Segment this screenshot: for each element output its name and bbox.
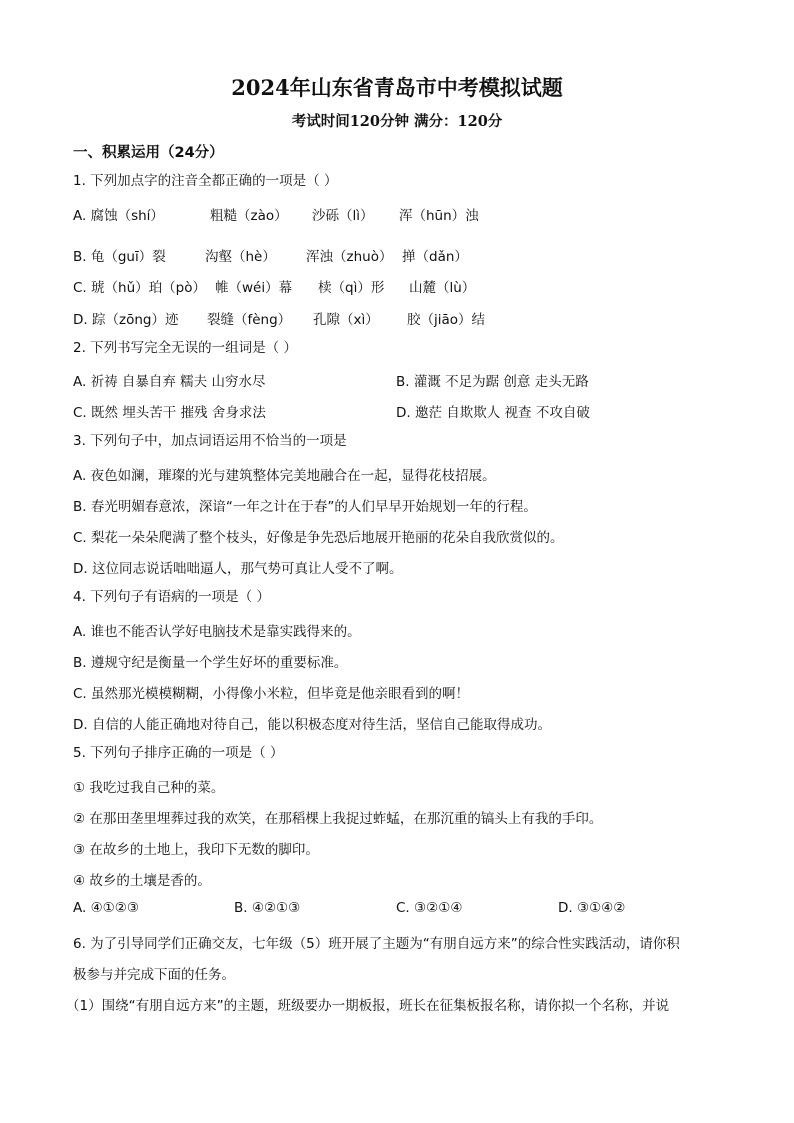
sentence-item: ④ 故乡的土壤是香的。 xyxy=(73,873,211,889)
option-item: 掸（dǎn） xyxy=(402,249,468,265)
option-item: 椟（qì）形 xyxy=(318,280,385,296)
option-item: 孔隙（xì） xyxy=(313,312,379,328)
question-5-option-a: A. ④①②③ xyxy=(73,900,139,916)
question-3-option-d: D. 这位同志说话咄咄逼人，那气势可真让人受不了啊。 xyxy=(73,561,403,577)
question-5-option-b: B. ④②①③ xyxy=(234,900,301,916)
question-2-stem: 2. 下列书写完全无误的一组词是（ ） xyxy=(73,340,297,356)
sentence-item: ③ 在故乡的土地上，我印下无数的脚印。 xyxy=(73,842,319,858)
option-item: 山麓（lù） xyxy=(409,280,476,296)
exam-info: 考试时间120分钟 满分：120分 xyxy=(291,113,503,130)
option-item: 粗糙（zào） xyxy=(210,208,288,224)
option-item: 浑（hūn）浊 xyxy=(399,208,479,224)
question-4-option-d: D. 自信的人能正确地对待自己，能以积极态度对待生活，坚信自己能取得成功。 xyxy=(73,717,551,733)
question-4-option-b: B. 遵规守纪是衡量一个学生好坏的重要标准。 xyxy=(73,655,348,671)
question-6-subtask-1: （1）围绕“有朋自远方来”的主题，班级要办一期板报，班长在征集板报名称，请你拟一个名称，并说 xyxy=(66,998,670,1014)
page-title: 2024年山东省青岛市中考模拟试题 xyxy=(231,75,563,100)
option-item: 裂缝（fèng） xyxy=(207,312,292,328)
question-6-stem-cont: 极参与并完成下面的任务。 xyxy=(73,967,235,983)
question-5-option-c: C. ③②①④ xyxy=(396,900,463,916)
sentence-item: ② 在那田垄里埋葬过我的欢笑，在那稻棵上我捉过蚱蜢，在那沉重的镐头上有我的手印。 xyxy=(73,811,603,827)
option-item: 胶（jiāo）结 xyxy=(407,312,486,328)
question-4-stem: 4. 下列句子有语病的一项是（ ） xyxy=(73,589,270,605)
question-2-option-a: A. 祈祷 自暴自弃 糯夫 山穷水尽 xyxy=(73,374,266,390)
option-item: 沙砾（lì） xyxy=(312,208,374,224)
question-3-stem: 3. 下列句子中，加点词语运用不恰当的一项是 xyxy=(73,433,347,449)
question-5-stem: 5. 下列句子排序正确的一项是（ ） xyxy=(73,745,284,761)
question-3-option-a: A. 夜色如澜，璀璨的光与建筑整体完美地融合在一起，显得花枝招展。 xyxy=(73,468,496,484)
option-item: C. 琥（hǔ）珀（pò） xyxy=(73,280,206,296)
question-6-stem: 6. 为了引导同学们正确交友，七年级（5）班开展了主题为“有朋自远方来”的综合性实践活动，请你积 xyxy=(73,936,680,952)
section-heading: 一、积累运用（24分） xyxy=(73,145,224,161)
question-5-option-d: D. ③①④② xyxy=(558,900,626,916)
option-item: 浑浊（zhuò） xyxy=(306,249,393,265)
option-item: 帷（wéi）幕 xyxy=(215,280,293,296)
question-4-option-c: C. 虽然那光模模糊糊，小得像小米粒，但毕竟是他亲眼看到的啊！ xyxy=(73,686,470,702)
option-item: B. 龟（guī）裂 xyxy=(73,249,166,265)
option-item: 沟壑（hè） xyxy=(205,249,276,265)
question-2-option-b: B. 灌溉 不足为踞 创意 走头无路 xyxy=(396,374,589,390)
question-1-stem: 1. 下列加点字的注音全都正确的一项是（ ） xyxy=(73,173,338,189)
question-2-option-c: C. 既然 埋头苦干 摧残 舍身求法 xyxy=(73,405,266,421)
question-3-option-c: C. 梨花一朵朵爬满了整个枝头，好像是争先恐后地展开艳丽的花朵自我欣赏似的。 xyxy=(73,530,564,546)
option-item: D. 踪（zōng）迹 xyxy=(73,312,179,328)
question-4-option-a: A. 谁也不能否认学好电脑技术是靠实践得来的。 xyxy=(73,624,361,640)
option-item: A. 腐蚀（shí） xyxy=(73,208,164,224)
sentence-item: ① 我吃过我自己种的菜。 xyxy=(73,780,225,796)
question-3-option-b: B. 春光明媚春意浓，深谙“一年之计在于春”的人们早早开始规划一年的行程。 xyxy=(73,499,537,515)
question-2-option-d: D. 邀茫 自欺欺人 视查 不攻自破 xyxy=(396,405,590,421)
